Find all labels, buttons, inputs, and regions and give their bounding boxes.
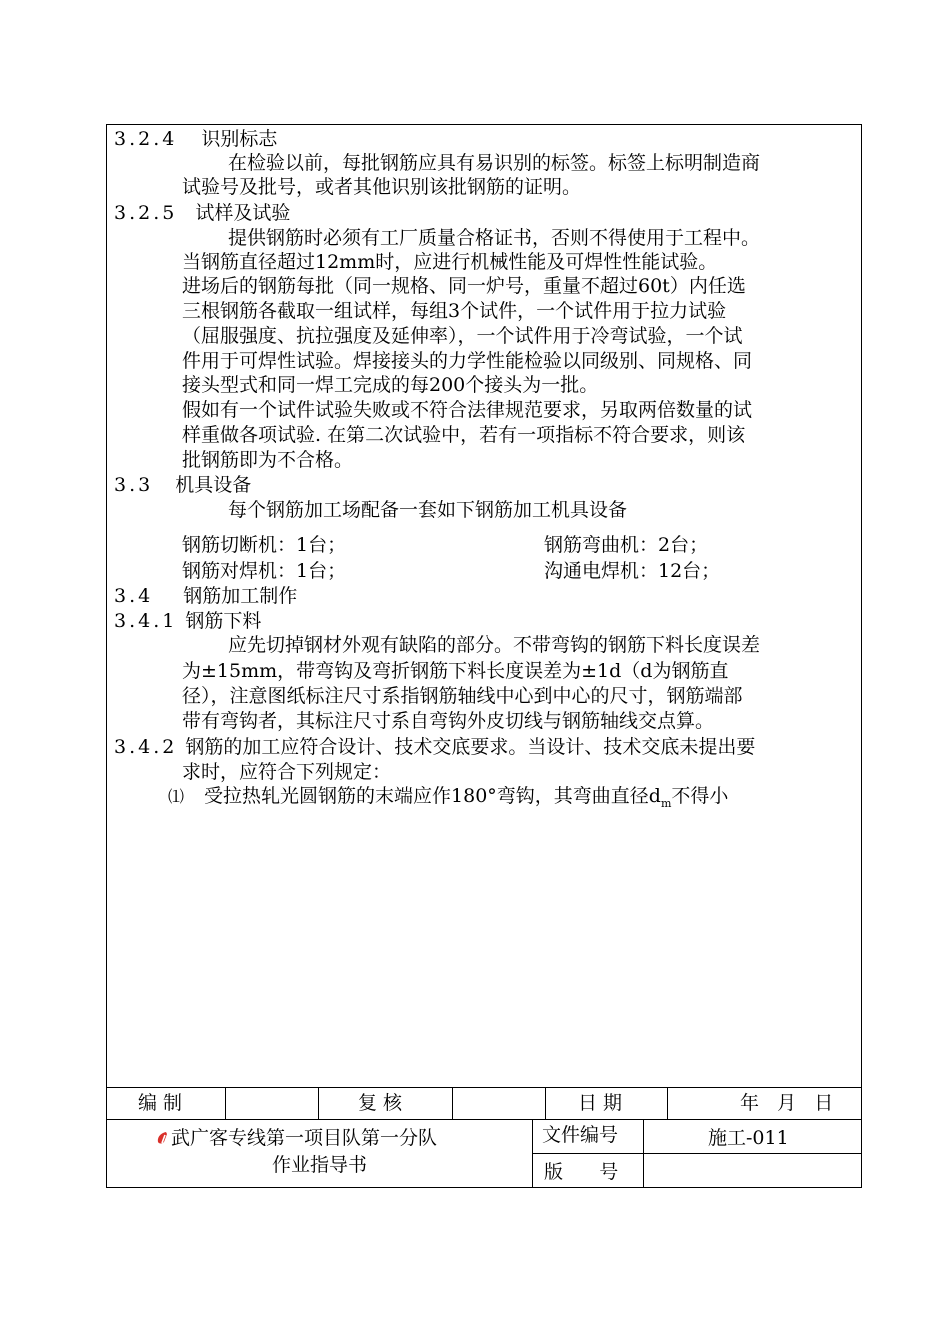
section-3-4-2-heading (114, 735, 755, 759)
section-title: 机具设备 (175, 474, 252, 496)
org-title-line-1 (156, 1126, 437, 1150)
section-number: 3.2.5 (114, 202, 178, 224)
section-text: 钢筋的加工应符合设计、技术交底要求。当设计、技术交底未提出要 (185, 736, 756, 758)
doc-number-value: 施工-011 (708, 1127, 789, 1149)
paragraph-line: 件用于可焊性试验。焊接接头的力学性能检验以同级别、同规格、同 (182, 350, 753, 372)
section-number: 3.4 (114, 585, 154, 607)
edit-label: 编 制 (138, 1092, 183, 1114)
footer-inner-rule (532, 1153, 862, 1154)
section-number: 3.4.2 (114, 736, 178, 758)
version-label: 版 号 (544, 1161, 619, 1183)
paragraph-line: 进场后的钢筋每批（同一规格、同一炉号，重量不超过60t）内任选 (182, 275, 746, 297)
paragraph-line: 提供钢筋时必须有工厂质量合格证书，否则不得使用于工程中。 (228, 227, 761, 249)
paragraph-line: 带有弯钩者，其标注尺寸系自弯钩外皮切线与钢筋轴线交点算。 (182, 710, 715, 732)
paragraph-line: 每个钢筋加工场配备一套如下钢筋加工机具设备 (228, 499, 628, 521)
equipment-item: 沟通电焊机：12台； (544, 560, 721, 582)
footer-divider (643, 1119, 644, 1188)
paragraph-line: 批钢筋即为不合格。 (182, 449, 354, 471)
paragraph-line: 求时，应符合下列规定： (182, 761, 392, 783)
section-3-3-heading (114, 473, 251, 497)
paragraph-line: 假如有一个试件试验失败或不符合法律规范要求，另取两倍数量的试 (182, 399, 753, 421)
org-name: 武广客专线第一项目队第一分队 (171, 1127, 438, 1149)
paragraph-line: 当钢筋直径超过12mm时，应进行机械性能及可焊性性能试验。 (182, 251, 718, 273)
section-title: 钢筋下料 (185, 610, 262, 632)
date-label: 日 期 (578, 1092, 623, 1114)
footer-top-rule (106, 1087, 862, 1088)
date-ymd: 年 月 日 (740, 1092, 834, 1114)
section-number: 3.2.4 (114, 128, 178, 150)
footer-row-rule (106, 1119, 862, 1120)
section-3-2-5-heading (114, 201, 290, 225)
review-label: 复 核 (358, 1092, 403, 1114)
paragraph-line: 径），注意图纸标注尺寸系指钢筋轴线中心到中心的尺寸，钢筋端部 (182, 685, 743, 707)
list-marker: ⑴ (168, 787, 185, 806)
paragraph-line: 样重做各项试验. 在第二次试验中，若有一项指标不符合要求，则该 (182, 424, 746, 446)
equipment-item: 钢筋弯曲机：2台； (544, 534, 709, 556)
paragraph-line: 为±15mm，带弯钩及弯折钢筋下料长度误差为±1d（d为钢筋直 (182, 660, 729, 682)
footer-divider (532, 1119, 533, 1188)
footer-divider (225, 1087, 226, 1119)
footer-divider (545, 1087, 546, 1119)
paragraph-line: （屈服强度、抗拉强度及延伸率），一个试件用于冷弯试验，一个试 (182, 325, 743, 347)
section-number: 3.3 (114, 474, 154, 496)
section-number: 3.4.1 (114, 610, 178, 632)
footer-divider (452, 1087, 453, 1119)
footer-divider (318, 1087, 319, 1119)
section-title: 识别标志 (201, 128, 278, 150)
section-title: 试样及试验 (195, 202, 291, 224)
paragraph-line: 应先切掉钢材外观有缺陷的部分。不带弯钩的钢筋下料长度误差 (228, 634, 761, 656)
paragraph-line: 试验号及批号，或者其他识别该批钢筋的证明。 (182, 176, 582, 198)
section-3-4-1-heading (114, 609, 261, 633)
section-3-2-4-heading (114, 127, 277, 151)
paragraph-line: 三根钢筋各截取一组试样，每组3个试件，一个试件用于拉力试验 (182, 300, 727, 322)
list-text: 受拉热轧光圆钢筋的末端应作180°弯钩，其弯曲直径d (204, 785, 661, 807)
section-3-4-heading (114, 584, 297, 608)
subscript: m (660, 796, 672, 810)
paragraph-line: 接头型式和同一焊工完成的每200个接头为一批。 (182, 374, 599, 396)
equipment-item: 钢筋切断机：1台； (182, 534, 347, 556)
list-item (168, 784, 728, 816)
section-title: 钢筋加工制作 (183, 585, 298, 607)
list-text-tail: 不得小 (671, 785, 729, 807)
equipment-item: 钢筋对焊机：1台； (182, 560, 347, 582)
footer-divider (667, 1087, 668, 1119)
company-logo-icon (156, 1131, 170, 1145)
doc-number-label: 文件编号 (542, 1124, 619, 1146)
org-title-line-2: 作业指导书 (272, 1154, 368, 1176)
paragraph-line: 在检验以前，每批钢筋应具有易识别的标签。标签上标明制造商 (228, 152, 761, 174)
